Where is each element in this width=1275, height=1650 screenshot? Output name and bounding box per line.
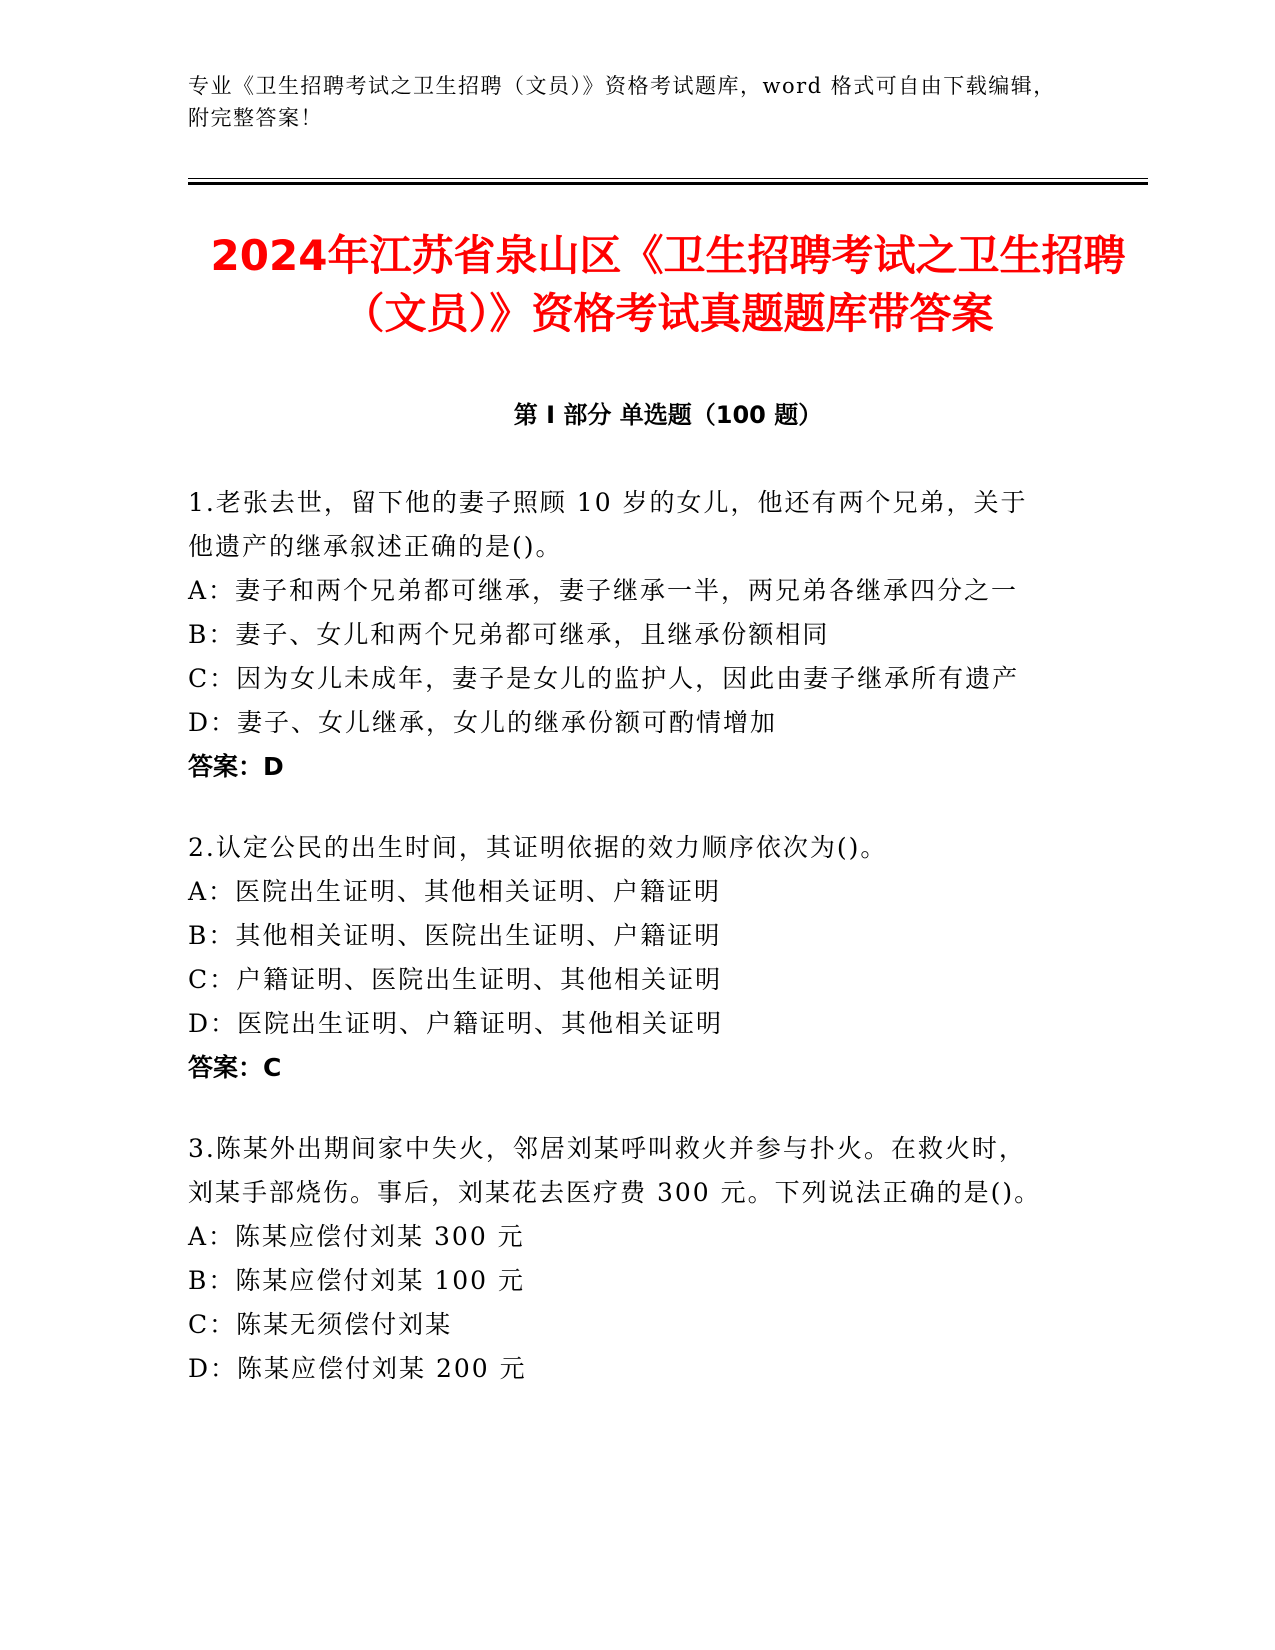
answer-label: 答案：D <box>188 752 284 781</box>
question-stem: 2.认定公民的出生时间，其证明依据的效力顺序依次为()。 <box>188 833 888 862</box>
question-stem: 1.老张去世，留下他的妻子照顾 10 岁的女儿，他还有两个兄弟，关于他遗产的继承叙述正确的是()。 <box>188 488 1028 561</box>
header-divider <box>188 178 1148 185</box>
question-2 <box>188 826 1148 1090</box>
header-divider-thick <box>188 182 1148 185</box>
section-heading: 第 I 部分 单选题（100 题） <box>513 401 823 429</box>
answer-label: 答案：C <box>188 1053 282 1082</box>
question-list <box>188 481 1148 1391</box>
document-page <box>188 70 1148 1428</box>
option-d: D：医院出生证明、户籍证明、其他相关证明 <box>188 1009 724 1038</box>
option-c: C：陈某无须偿付刘某 <box>188 1310 453 1339</box>
option-d: D：陈某应偿付刘某 200 元 <box>188 1354 527 1383</box>
option-a: A：陈某应偿付刘某 300 元 <box>188 1222 525 1251</box>
question-1 <box>188 481 1148 789</box>
option-c: C：因为女儿未成年，妻子是女儿的监护人，因此由妻子继承所有遗产 <box>188 664 1020 693</box>
header-note: 专业《卫生招聘考试之卫生招聘（文员）》资格考试题库，word 格式可自由下载编辑，附完整答案！ <box>188 74 1056 130</box>
option-b: B：陈某应偿付刘某 100 元 <box>188 1266 525 1295</box>
option-b: B：其他相关证明、医院出生证明、户籍证明 <box>188 921 722 950</box>
question-stem: 3.陈某外出期间家中失火，邻居刘某呼叫救火并参与扑火。在救火时，刘某手部烧伤。事后，刘某花去医疗费 300 元。下列说法正确的是()。 <box>188 1134 1042 1207</box>
header-divider-thin <box>188 178 1148 179</box>
option-a: A：医院出生证明、其他相关证明、户籍证明 <box>188 877 722 906</box>
option-d: D：妻子、女儿继承，女儿的继承份额可酌情增加 <box>188 708 778 737</box>
option-b: B：妻子、女儿和两个兄弟都可继承，且继承份额相同 <box>188 620 830 649</box>
option-a: A：妻子和两个兄弟都可继承，妻子继承一半，两兄弟各继承四分之一 <box>188 576 1019 605</box>
option-c: C：户籍证明、医院出生证明、其他相关证明 <box>188 965 723 994</box>
document-title: 2024年江苏省泉山区《卫生招聘考试之卫生招聘（文员）》资格考试真题题库带答案 <box>210 231 1126 338</box>
question-3 <box>188 1127 1148 1391</box>
